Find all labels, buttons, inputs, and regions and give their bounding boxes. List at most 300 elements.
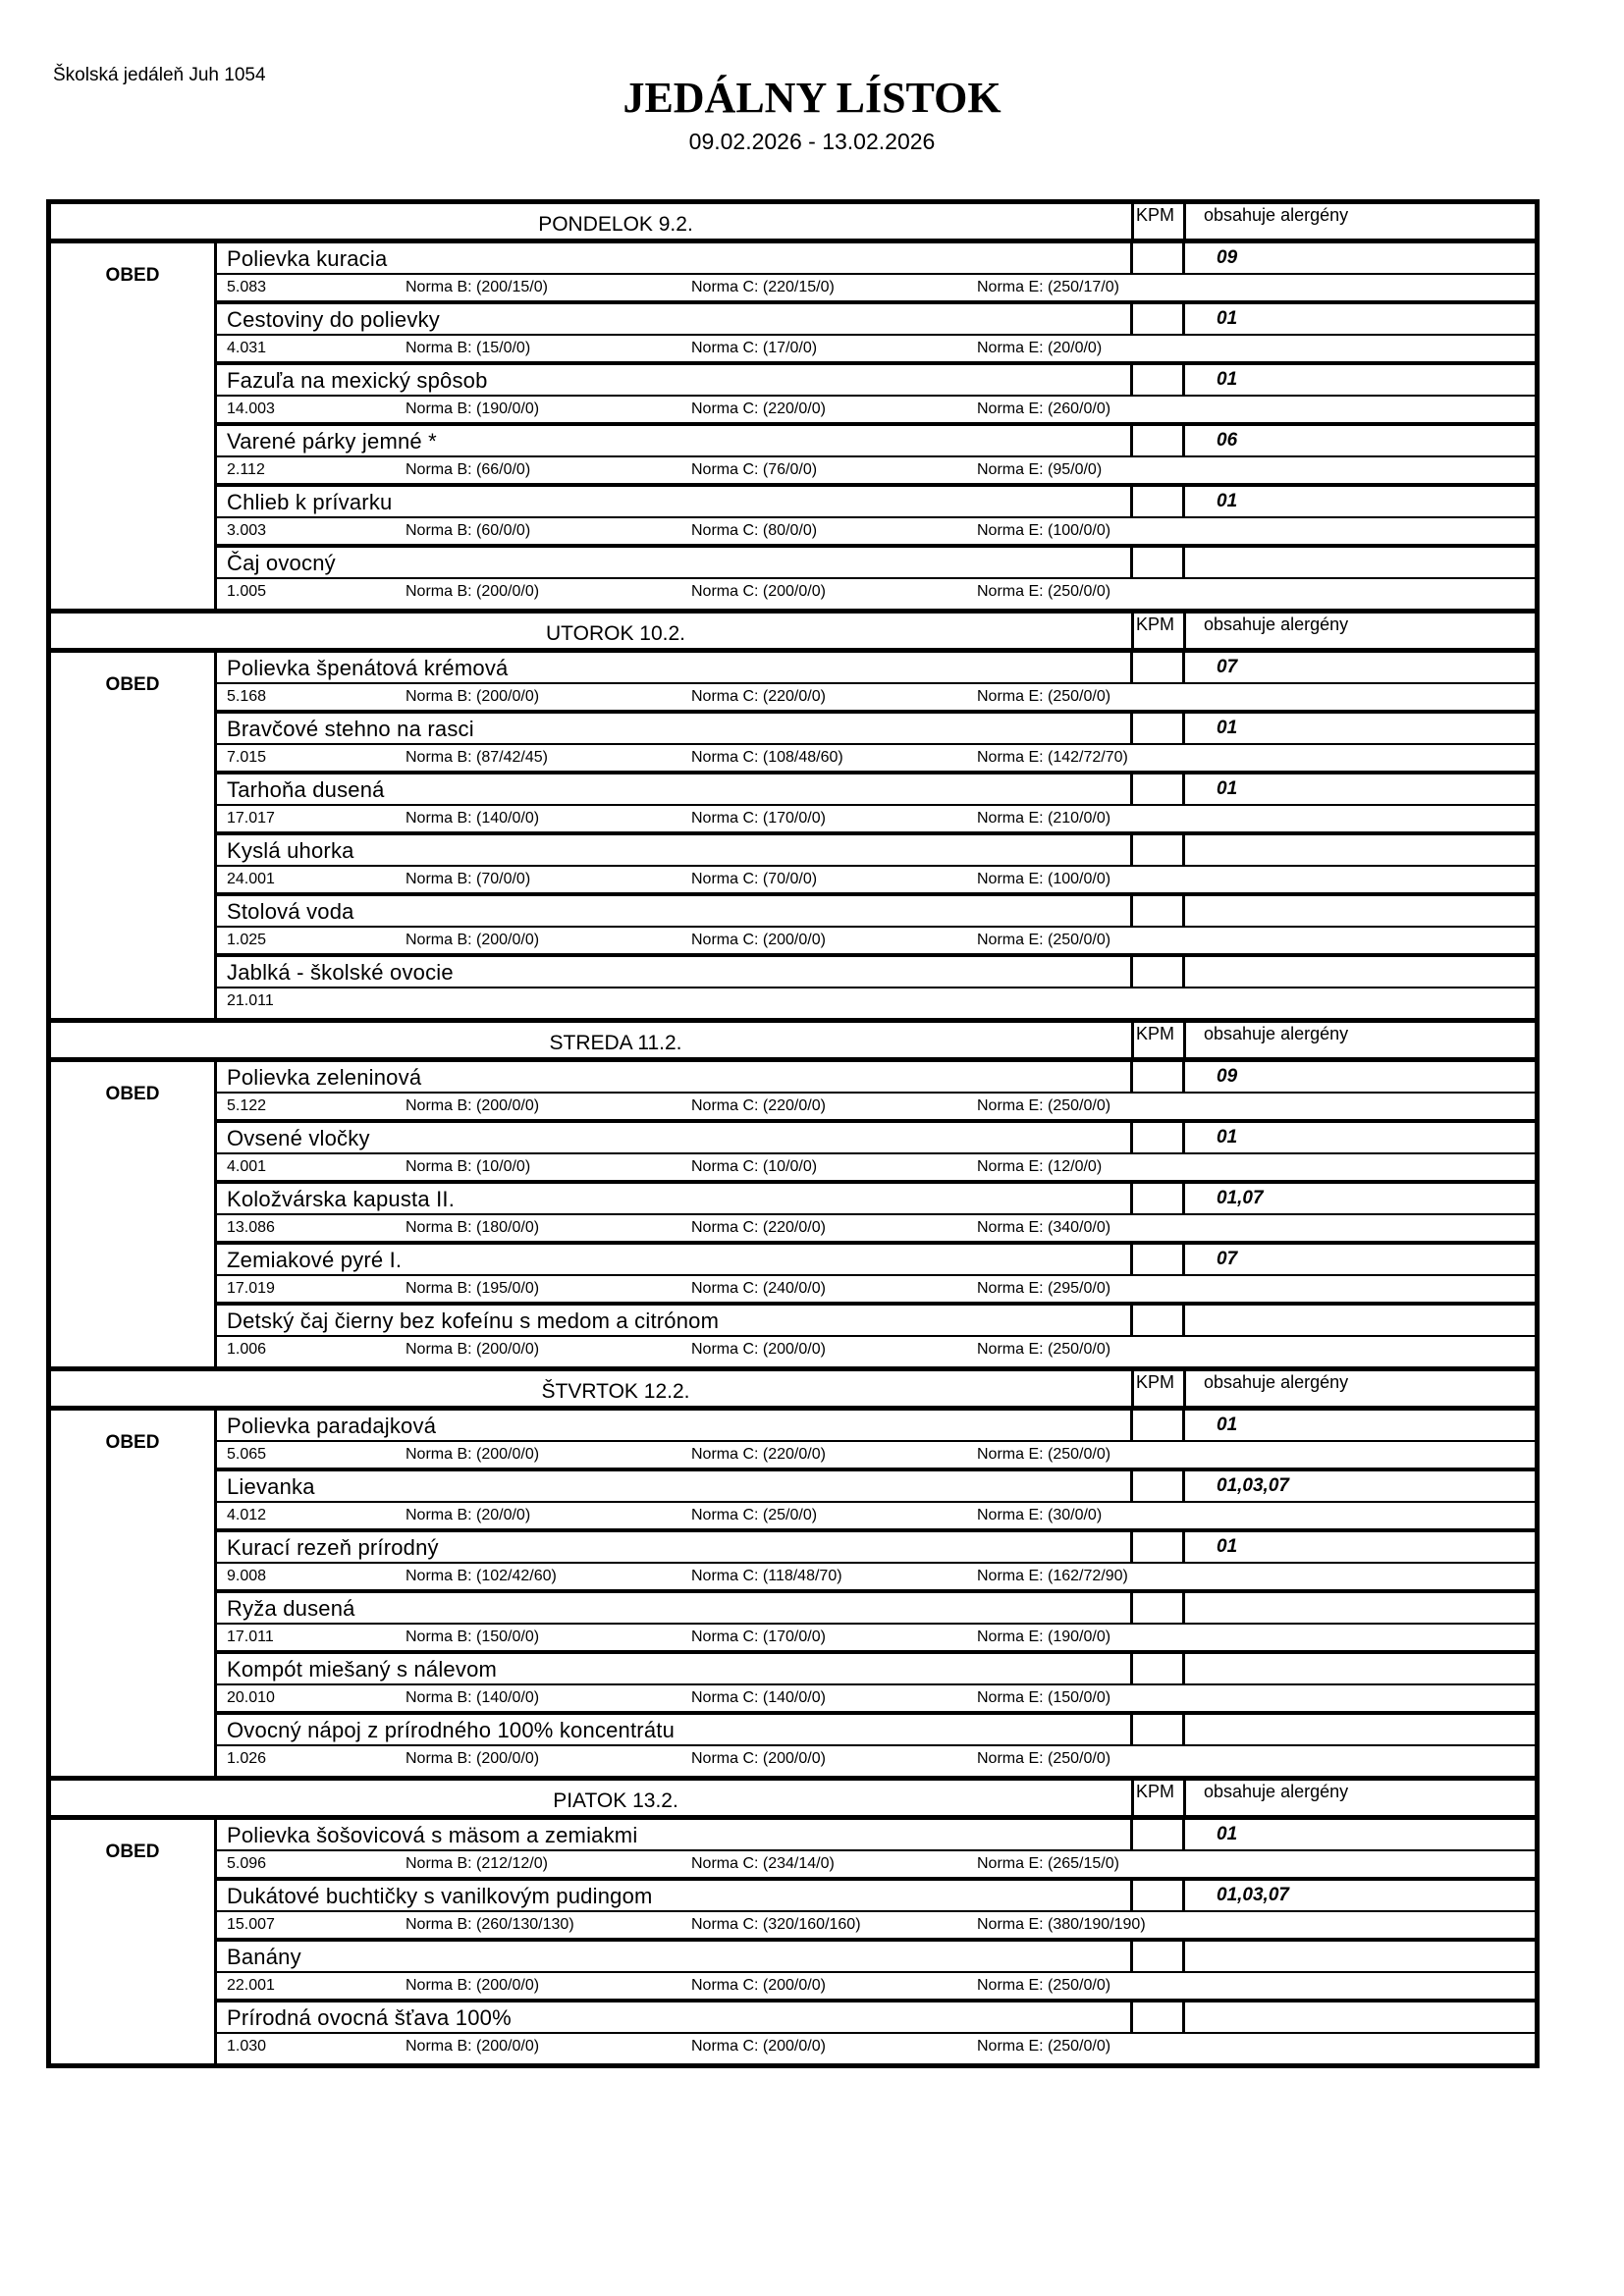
item-norm-c: Norma C: (80/0/0) xyxy=(691,522,818,539)
kpm-cell xyxy=(1130,896,1185,926)
item-name: Detský čaj čierny bez kofeínu s medom a citrónom xyxy=(227,1308,720,1333)
item-name: Lievanka xyxy=(227,1474,315,1499)
allergens-header: obsahuje alergény xyxy=(1204,1024,1349,1043)
kpm-header: KPM xyxy=(1131,1781,1186,1815)
kpm-header: KPM xyxy=(1131,204,1186,239)
item-name: Dukátové buchtičky s vanilkovým pudingom xyxy=(227,1884,653,1908)
menu-item xyxy=(217,1471,1535,1532)
item-allergens: 01 xyxy=(1217,718,1238,738)
menu-item xyxy=(217,835,1535,896)
item-name: Banány xyxy=(227,1945,301,1969)
item-code: 17.011 xyxy=(227,1629,274,1645)
meal-cell xyxy=(51,1062,217,1366)
item-norm-e: Norma E: (340/0/0) xyxy=(977,1219,1111,1236)
item-allergens: 07 xyxy=(1217,657,1238,677)
item-norm-e: Norma E: (95/0/0) xyxy=(977,461,1103,478)
item-name-row xyxy=(217,1123,1535,1154)
kpm-header: KPM xyxy=(1131,1023,1186,1057)
menu-item xyxy=(217,1593,1535,1654)
menu-item xyxy=(217,957,1535,1018)
meal-cell xyxy=(51,243,217,609)
item-name: Varené párky jemné * xyxy=(227,429,437,454)
day-title: STREDA 11.2. xyxy=(549,1032,682,1054)
day-header xyxy=(51,1781,1535,1820)
item-norm-row xyxy=(217,1276,1535,1306)
item-norm-e: Norma E: (260/0/0) xyxy=(977,400,1111,417)
item-norm-row xyxy=(217,1912,1535,1942)
day-body xyxy=(51,243,1535,614)
item-name: Polievka paradajková xyxy=(227,1414,437,1438)
menu-item xyxy=(217,426,1535,487)
item-norm-row xyxy=(217,684,1535,714)
meal-cell xyxy=(51,653,217,1018)
item-norm-row xyxy=(217,1746,1535,1776)
item-code: 7.015 xyxy=(227,749,267,766)
item-allergens: 09 xyxy=(1217,1066,1238,1087)
menu-item xyxy=(217,1654,1535,1715)
kpm-cell xyxy=(1130,1532,1185,1562)
kpm-cell xyxy=(1130,2002,1185,2032)
item-code: 14.003 xyxy=(227,400,275,417)
day-body xyxy=(51,1062,1535,1371)
item-name-row xyxy=(217,487,1535,518)
item-norm-c: Norma C: (70/0/0) xyxy=(691,871,818,887)
item-name: Kurací rezeň prírodný xyxy=(227,1535,439,1560)
item-name-row xyxy=(217,1820,1535,1851)
item-list xyxy=(217,1411,1535,1776)
item-name: Stolová voda xyxy=(227,899,354,924)
item-allergens: 09 xyxy=(1217,247,1238,268)
kpm-cell xyxy=(1130,1593,1185,1623)
item-norm-row xyxy=(217,1564,1535,1593)
item-norm-row xyxy=(217,1851,1535,1881)
item-name-row xyxy=(217,1942,1535,1973)
item-norm-b: Norma B: (200/0/0) xyxy=(406,1446,540,1463)
item-norm-c: Norma C: (170/0/0) xyxy=(691,810,826,827)
school-name: Školská jedáleň Juh 1054 xyxy=(53,65,266,85)
item-name: Koložvárska kapusta II. xyxy=(227,1187,456,1211)
item-list xyxy=(217,1820,1535,2063)
day-body xyxy=(51,653,1535,1023)
item-name: Prírodná ovocná šťava 100% xyxy=(227,2005,512,2030)
item-name-row xyxy=(217,1654,1535,1685)
item-name: Chlieb k prívarku xyxy=(227,490,393,514)
item-norm-c: Norma C: (200/0/0) xyxy=(691,583,826,600)
kpm-cell xyxy=(1130,1881,1185,1910)
item-norm-b: Norma B: (200/0/0) xyxy=(406,1977,540,1994)
item-name-row xyxy=(217,957,1535,988)
item-allergens: 01,03,07 xyxy=(1217,1475,1289,1496)
item-allergens: 01 xyxy=(1217,491,1238,511)
item-name: Kompót miešaný s nálevom xyxy=(227,1657,498,1682)
meal-label: OBED xyxy=(105,265,160,286)
item-norm-c: Norma C: (25/0/0) xyxy=(691,1507,818,1523)
item-norm-c: Norma C: (17/0/0) xyxy=(691,340,818,356)
menu-item xyxy=(217,1881,1535,1942)
item-name: Ovsené vločky xyxy=(227,1126,370,1150)
item-allergens: 01,07 xyxy=(1217,1188,1264,1208)
item-allergens: 01 xyxy=(1217,369,1238,390)
item-norm-c: Norma C: (108/48/60) xyxy=(691,749,843,766)
menu-item xyxy=(217,1062,1535,1123)
item-name-row xyxy=(217,2002,1535,2034)
item-allergens: 01 xyxy=(1217,1127,1238,1148)
item-norm-b: Norma B: (180/0/0) xyxy=(406,1219,540,1236)
item-norm-e: Norma E: (265/15/0) xyxy=(977,1855,1119,1872)
meal-cell xyxy=(51,1820,217,2063)
item-name-row xyxy=(217,1715,1535,1746)
item-name: Ryža dusená xyxy=(227,1596,355,1621)
item-norm-row xyxy=(217,988,1535,1018)
item-norm-row xyxy=(217,1094,1535,1123)
kpm-cell xyxy=(1130,1820,1185,1849)
item-norm-e: Norma E: (250/0/0) xyxy=(977,688,1111,705)
item-code: 22.001 xyxy=(227,1977,275,1994)
kpm-cell xyxy=(1130,714,1185,743)
item-norm-c: Norma C: (200/0/0) xyxy=(691,932,826,948)
item-norm-c: Norma C: (234/14/0) xyxy=(691,1855,835,1872)
item-norm-c: Norma C: (240/0/0) xyxy=(691,1280,826,1297)
menu-item xyxy=(217,1123,1535,1184)
item-allergens: 01 xyxy=(1217,1415,1238,1435)
kpm-cell xyxy=(1130,1942,1185,1971)
item-code: 5.168 xyxy=(227,688,267,705)
kpm-header: KPM xyxy=(1131,1371,1186,1406)
item-norm-c: Norma C: (320/160/160) xyxy=(691,1916,861,1933)
menu-item xyxy=(217,487,1535,548)
item-norm-c: Norma C: (220/0/0) xyxy=(691,400,826,417)
item-allergens: 01 xyxy=(1217,778,1238,799)
day-header xyxy=(51,614,1535,653)
kpm-cell xyxy=(1130,1411,1185,1440)
item-norm-e: Norma E: (30/0/0) xyxy=(977,1507,1103,1523)
item-norm-e: Norma E: (250/0/0) xyxy=(977,932,1111,948)
item-norm-row xyxy=(217,928,1535,957)
item-norm-b: Norma B: (200/0/0) xyxy=(406,1097,540,1114)
item-norm-b: Norma B: (200/0/0) xyxy=(406,2038,540,2055)
item-list xyxy=(217,653,1535,1018)
item-norm-c: Norma C: (220/0/0) xyxy=(691,1219,826,1236)
menu-item xyxy=(217,2002,1535,2063)
item-norm-b: Norma B: (212/12/0) xyxy=(406,1855,548,1872)
kpm-cell xyxy=(1130,243,1185,273)
item-norm-b: Norma B: (140/0/0) xyxy=(406,810,540,827)
item-name: Tarhoňa dusená xyxy=(227,777,385,802)
item-norm-c: Norma C: (10/0/0) xyxy=(691,1158,818,1175)
item-norm-row xyxy=(217,1973,1535,2002)
item-name-row xyxy=(217,653,1535,684)
item-norm-b: Norma B: (200/15/0) xyxy=(406,279,548,295)
item-norm-b: Norma B: (20/0/0) xyxy=(406,1507,531,1523)
item-code: 9.008 xyxy=(227,1568,267,1584)
item-norm-c: Norma C: (140/0/0) xyxy=(691,1689,826,1706)
item-norm-e: Norma E: (100/0/0) xyxy=(977,522,1111,539)
day-title: ŠTVRTOK 12.2. xyxy=(541,1380,690,1403)
item-name: Čaj ovocný xyxy=(227,551,336,575)
item-name-row xyxy=(217,548,1535,579)
item-norm-b: Norma B: (200/0/0) xyxy=(406,1750,540,1767)
item-norm-c: Norma C: (220/0/0) xyxy=(691,1097,826,1114)
item-allergens: 01,03,07 xyxy=(1217,1885,1289,1905)
kpm-cell xyxy=(1130,1123,1185,1152)
item-norm-b: Norma B: (150/0/0) xyxy=(406,1629,540,1645)
item-name-row xyxy=(217,1184,1535,1215)
item-code: 4.001 xyxy=(227,1158,267,1175)
item-norm-e: Norma E: (250/0/0) xyxy=(977,1341,1111,1358)
item-allergens: 06 xyxy=(1217,430,1238,451)
item-code: 4.012 xyxy=(227,1507,267,1523)
item-code: 1.005 xyxy=(227,583,267,600)
item-norm-row xyxy=(217,275,1535,304)
item-code: 20.010 xyxy=(227,1689,275,1706)
item-norm-row xyxy=(217,1625,1535,1654)
day-title: UTOROK 10.2. xyxy=(546,622,685,645)
menu-item xyxy=(217,714,1535,774)
item-code: 3.003 xyxy=(227,522,267,539)
day-header xyxy=(51,1023,1535,1062)
item-name-row xyxy=(217,1593,1535,1625)
item-norm-row xyxy=(217,806,1535,835)
item-code: 21.011 xyxy=(227,992,274,1009)
menu-item xyxy=(217,1306,1535,1366)
kpm-cell xyxy=(1130,835,1185,865)
item-norm-b: Norma B: (70/0/0) xyxy=(406,871,531,887)
menu-item xyxy=(217,1245,1535,1306)
item-name-row xyxy=(217,1471,1535,1503)
menu-item xyxy=(217,774,1535,835)
day-title: PIATOK 13.2. xyxy=(553,1789,678,1812)
menu-item xyxy=(217,243,1535,304)
menu-item xyxy=(217,1411,1535,1471)
item-norm-e: Norma E: (162/72/90) xyxy=(977,1568,1128,1584)
item-norm-c: Norma C: (220/0/0) xyxy=(691,1446,826,1463)
item-code: 5.065 xyxy=(227,1446,267,1463)
item-norm-c: Norma C: (220/15/0) xyxy=(691,279,835,295)
item-norm-e: Norma E: (250/0/0) xyxy=(977,2038,1111,2055)
menu-item xyxy=(217,548,1535,609)
item-norm-e: Norma E: (295/0/0) xyxy=(977,1280,1111,1297)
item-name-row xyxy=(217,426,1535,457)
item-norm-b: Norma B: (87/42/45) xyxy=(406,749,548,766)
meal-label: OBED xyxy=(105,1432,160,1453)
item-norm-e: Norma E: (100/0/0) xyxy=(977,871,1111,887)
item-code: 1.025 xyxy=(227,932,267,948)
item-norm-row xyxy=(217,867,1535,896)
item-code: 5.096 xyxy=(227,1855,267,1872)
kpm-cell xyxy=(1130,1184,1185,1213)
item-name: Cestoviny do polievky xyxy=(227,307,440,332)
item-allergens: 01 xyxy=(1217,1536,1238,1557)
item-code: 1.026 xyxy=(227,1750,267,1767)
menu-item xyxy=(217,653,1535,714)
item-code: 2.112 xyxy=(227,461,265,478)
item-norm-row xyxy=(217,1337,1535,1366)
item-norm-b: Norma B: (200/0/0) xyxy=(406,1341,540,1358)
menu-item xyxy=(217,304,1535,365)
item-norm-e: Norma E: (250/0/0) xyxy=(977,1977,1111,1994)
meal-cell xyxy=(51,1411,217,1776)
item-code: 5.083 xyxy=(227,279,267,295)
item-norm-e: Norma E: (250/0/0) xyxy=(977,1750,1111,1767)
item-name-row xyxy=(217,1411,1535,1442)
item-code: 1.030 xyxy=(227,2038,267,2055)
item-allergens: 01 xyxy=(1217,308,1238,329)
item-name-row xyxy=(217,1245,1535,1276)
page-title: JEDÁLNY LÍSTOK xyxy=(623,74,1001,122)
day-title: PONDELOK 9.2. xyxy=(538,213,693,236)
kpm-cell xyxy=(1130,426,1185,455)
item-norm-row xyxy=(217,457,1535,487)
item-norm-e: Norma E: (142/72/70) xyxy=(977,749,1128,766)
item-norm-b: Norma B: (200/0/0) xyxy=(406,932,540,948)
item-code: 15.007 xyxy=(227,1916,275,1933)
item-name: Jablká - školské ovocie xyxy=(227,960,454,985)
item-norm-e: Norma E: (380/190/190) xyxy=(977,1916,1146,1933)
kpm-cell xyxy=(1130,653,1185,682)
item-list xyxy=(217,243,1535,609)
item-code: 17.019 xyxy=(227,1280,275,1297)
kpm-cell xyxy=(1130,487,1185,516)
item-norm-b: Norma B: (260/130/130) xyxy=(406,1916,574,1933)
allergens-header: obsahuje alergény xyxy=(1204,1372,1349,1392)
item-code: 17.017 xyxy=(227,810,275,827)
item-norm-row xyxy=(217,2034,1535,2063)
item-norm-e: Norma E: (12/0/0) xyxy=(977,1158,1103,1175)
item-norm-row xyxy=(217,1154,1535,1184)
item-norm-b: Norma B: (200/0/0) xyxy=(406,688,540,705)
item-norm-e: Norma E: (250/0/0) xyxy=(977,1097,1111,1114)
day-header xyxy=(51,1371,1535,1411)
item-norm-b: Norma B: (10/0/0) xyxy=(406,1158,531,1175)
day-body xyxy=(51,1411,1535,1781)
item-name: Ovocný nápoj z prírodného 100% koncentrátu xyxy=(227,1718,676,1742)
item-norm-row xyxy=(217,745,1535,774)
item-name-row xyxy=(217,714,1535,745)
item-norm-c: Norma C: (200/0/0) xyxy=(691,1341,826,1358)
item-name-row xyxy=(217,243,1535,275)
menu-table xyxy=(46,199,1540,2068)
menu-item xyxy=(217,1820,1535,1881)
item-norm-c: Norma C: (200/0/0) xyxy=(691,1750,826,1767)
item-norm-row xyxy=(217,1685,1535,1715)
menu-item xyxy=(217,365,1535,426)
item-norm-b: Norma B: (66/0/0) xyxy=(406,461,531,478)
item-name: Bravčové stehno na rasci xyxy=(227,717,474,741)
item-name-row xyxy=(217,1062,1535,1094)
item-code: 24.001 xyxy=(227,871,275,887)
kpm-cell xyxy=(1130,774,1185,804)
item-norm-b: Norma B: (200/0/0) xyxy=(406,583,540,600)
item-name-row xyxy=(217,774,1535,806)
item-name: Fazuľa na mexický spôsob xyxy=(227,368,488,393)
item-norm-e: Norma E: (250/0/0) xyxy=(977,1446,1111,1463)
item-norm-c: Norma C: (170/0/0) xyxy=(691,1629,826,1645)
allergens-header: obsahuje alergény xyxy=(1204,1782,1349,1801)
item-name: Polievka zeleninová xyxy=(227,1065,422,1090)
item-code: 1.006 xyxy=(227,1341,267,1358)
item-norm-b: Norma B: (15/0/0) xyxy=(406,340,531,356)
item-norm-b: Norma B: (190/0/0) xyxy=(406,400,540,417)
kpm-cell xyxy=(1130,1306,1185,1335)
item-norm-e: Norma E: (20/0/0) xyxy=(977,340,1103,356)
item-name-row xyxy=(217,896,1535,928)
item-norm-row xyxy=(217,1215,1535,1245)
item-name-row xyxy=(217,365,1535,397)
item-name: Kyslá uhorka xyxy=(227,838,354,863)
item-code: 4.031 xyxy=(227,340,267,356)
menu-item xyxy=(217,1184,1535,1245)
meal-label: OBED xyxy=(105,1842,160,1862)
menu-item xyxy=(217,896,1535,957)
menu-item xyxy=(217,1532,1535,1593)
menu-item xyxy=(217,1942,1535,2002)
item-allergens: 01 xyxy=(1217,1824,1238,1844)
item-norm-row xyxy=(217,518,1535,548)
date-range: 09.02.2026 - 13.02.2026 xyxy=(688,129,936,154)
item-code: 5.122 xyxy=(227,1097,267,1114)
day-header xyxy=(51,204,1535,243)
item-name: Polievka šošovicová s mäsom a zemiakmi xyxy=(227,1823,638,1847)
item-name-row xyxy=(217,1532,1535,1564)
meal-label: OBED xyxy=(105,1084,160,1104)
item-norm-c: Norma C: (118/48/70) xyxy=(691,1568,842,1584)
item-norm-c: Norma C: (76/0/0) xyxy=(691,461,818,478)
item-name: Polievka kuracia xyxy=(227,246,388,271)
allergens-header: obsahuje alergény xyxy=(1204,205,1349,225)
item-norm-e: Norma E: (210/0/0) xyxy=(977,810,1111,827)
item-norm-e: Norma E: (150/0/0) xyxy=(977,1689,1111,1706)
kpm-cell xyxy=(1130,1654,1185,1683)
kpm-cell xyxy=(1130,1715,1185,1744)
item-name: Zemiakové pyré I. xyxy=(227,1248,403,1272)
item-norm-b: Norma B: (195/0/0) xyxy=(406,1280,540,1297)
kpm-cell xyxy=(1130,304,1185,334)
item-name-row xyxy=(217,1881,1535,1912)
allergens-header: obsahuje alergény xyxy=(1204,614,1349,634)
item-norm-e: Norma E: (250/17/0) xyxy=(977,279,1119,295)
item-list xyxy=(217,1062,1535,1366)
item-norm-row xyxy=(217,1503,1535,1532)
item-code: 13.086 xyxy=(227,1219,275,1236)
item-norm-row xyxy=(217,1442,1535,1471)
item-norm-c: Norma C: (200/0/0) xyxy=(691,2038,826,2055)
kpm-header: KPM xyxy=(1131,614,1186,648)
item-norm-e: Norma E: (190/0/0) xyxy=(977,1629,1111,1645)
kpm-cell xyxy=(1130,1245,1185,1274)
item-norm-b: Norma B: (102/42/60) xyxy=(406,1568,557,1584)
item-norm-c: Norma C: (200/0/0) xyxy=(691,1977,826,1994)
menu-item xyxy=(217,1715,1535,1776)
item-name-row xyxy=(217,304,1535,336)
item-norm-c: Norma C: (220/0/0) xyxy=(691,688,826,705)
item-norm-row xyxy=(217,579,1535,609)
day-body xyxy=(51,1820,1535,2063)
item-allergens: 07 xyxy=(1217,1249,1238,1269)
kpm-cell xyxy=(1130,957,1185,987)
item-norm-row xyxy=(217,336,1535,365)
kpm-cell xyxy=(1130,1471,1185,1501)
item-norm-e: Norma E: (250/0/0) xyxy=(977,583,1111,600)
kpm-cell xyxy=(1130,548,1185,577)
item-name-row xyxy=(217,1306,1535,1337)
item-norm-row xyxy=(217,397,1535,426)
kpm-cell xyxy=(1130,365,1185,395)
item-name: Polievka špenátová krémová xyxy=(227,656,509,680)
meal-label: OBED xyxy=(105,674,160,695)
kpm-cell xyxy=(1130,1062,1185,1092)
item-norm-b: Norma B: (140/0/0) xyxy=(406,1689,540,1706)
item-norm-b: Norma B: (60/0/0) xyxy=(406,522,531,539)
